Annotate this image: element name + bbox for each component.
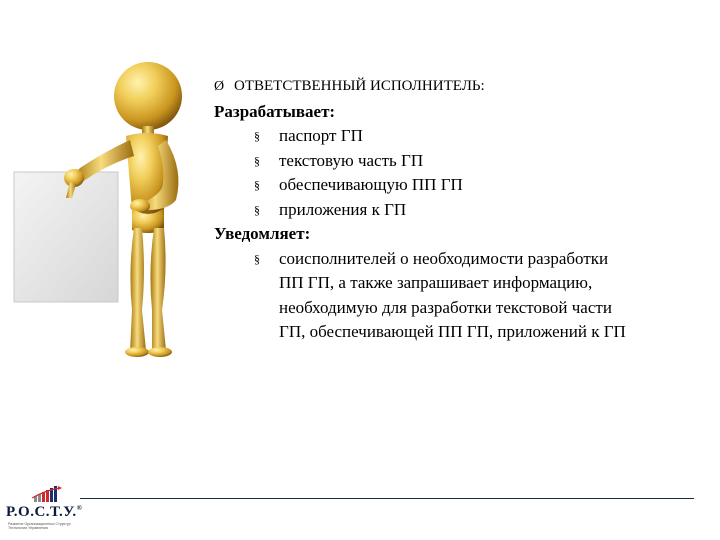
- list-item: § приложения к ГП: [214, 198, 704, 223]
- arrow-bullet-icon: Ø: [214, 79, 225, 94]
- section-bullet-icon: §: [254, 178, 260, 192]
- section-notifies-title: Уведомляет:: [214, 224, 311, 243]
- section-bullet-icon: §: [254, 202, 260, 217]
- footer-divider: [80, 498, 694, 499]
- registered-mark: ®: [76, 504, 83, 512]
- list-item: § соисполнителей о необходимости разработки ПП ГП, а также запрашивает информацию, необходимую для разработки текстовой части ГП, обеспечивающей ПП ГП, приложений к ГП: [254, 248, 626, 341]
- blank-sheet: [14, 172, 118, 302]
- content-text-block: [214, 74, 704, 345]
- section-bullet-icon: §: [254, 153, 260, 168]
- logo-tagline: Развитие Организационных Структур Технологии Управления: [8, 522, 71, 531]
- list-item: § обеспечивающую ПП ГП: [214, 173, 704, 198]
- heading-text: ОТВЕТСТВЕННЫЙ ИСПОЛНИТЕЛЬ:: [234, 78, 485, 94]
- logo-name: Р.О.С.Т.У.®: [6, 504, 83, 520]
- golden-figure-illustration: [8, 60, 208, 360]
- heading-line: [214, 74, 704, 100]
- list-item: § паспорт ГП: [214, 124, 704, 149]
- section-develops-title: Разрабатывает:: [214, 101, 336, 121]
- section-bullet-icon: §: [254, 129, 260, 143]
- list-item: § текстовую часть ГП: [214, 149, 704, 174]
- section-bullet-icon: §: [254, 251, 260, 266]
